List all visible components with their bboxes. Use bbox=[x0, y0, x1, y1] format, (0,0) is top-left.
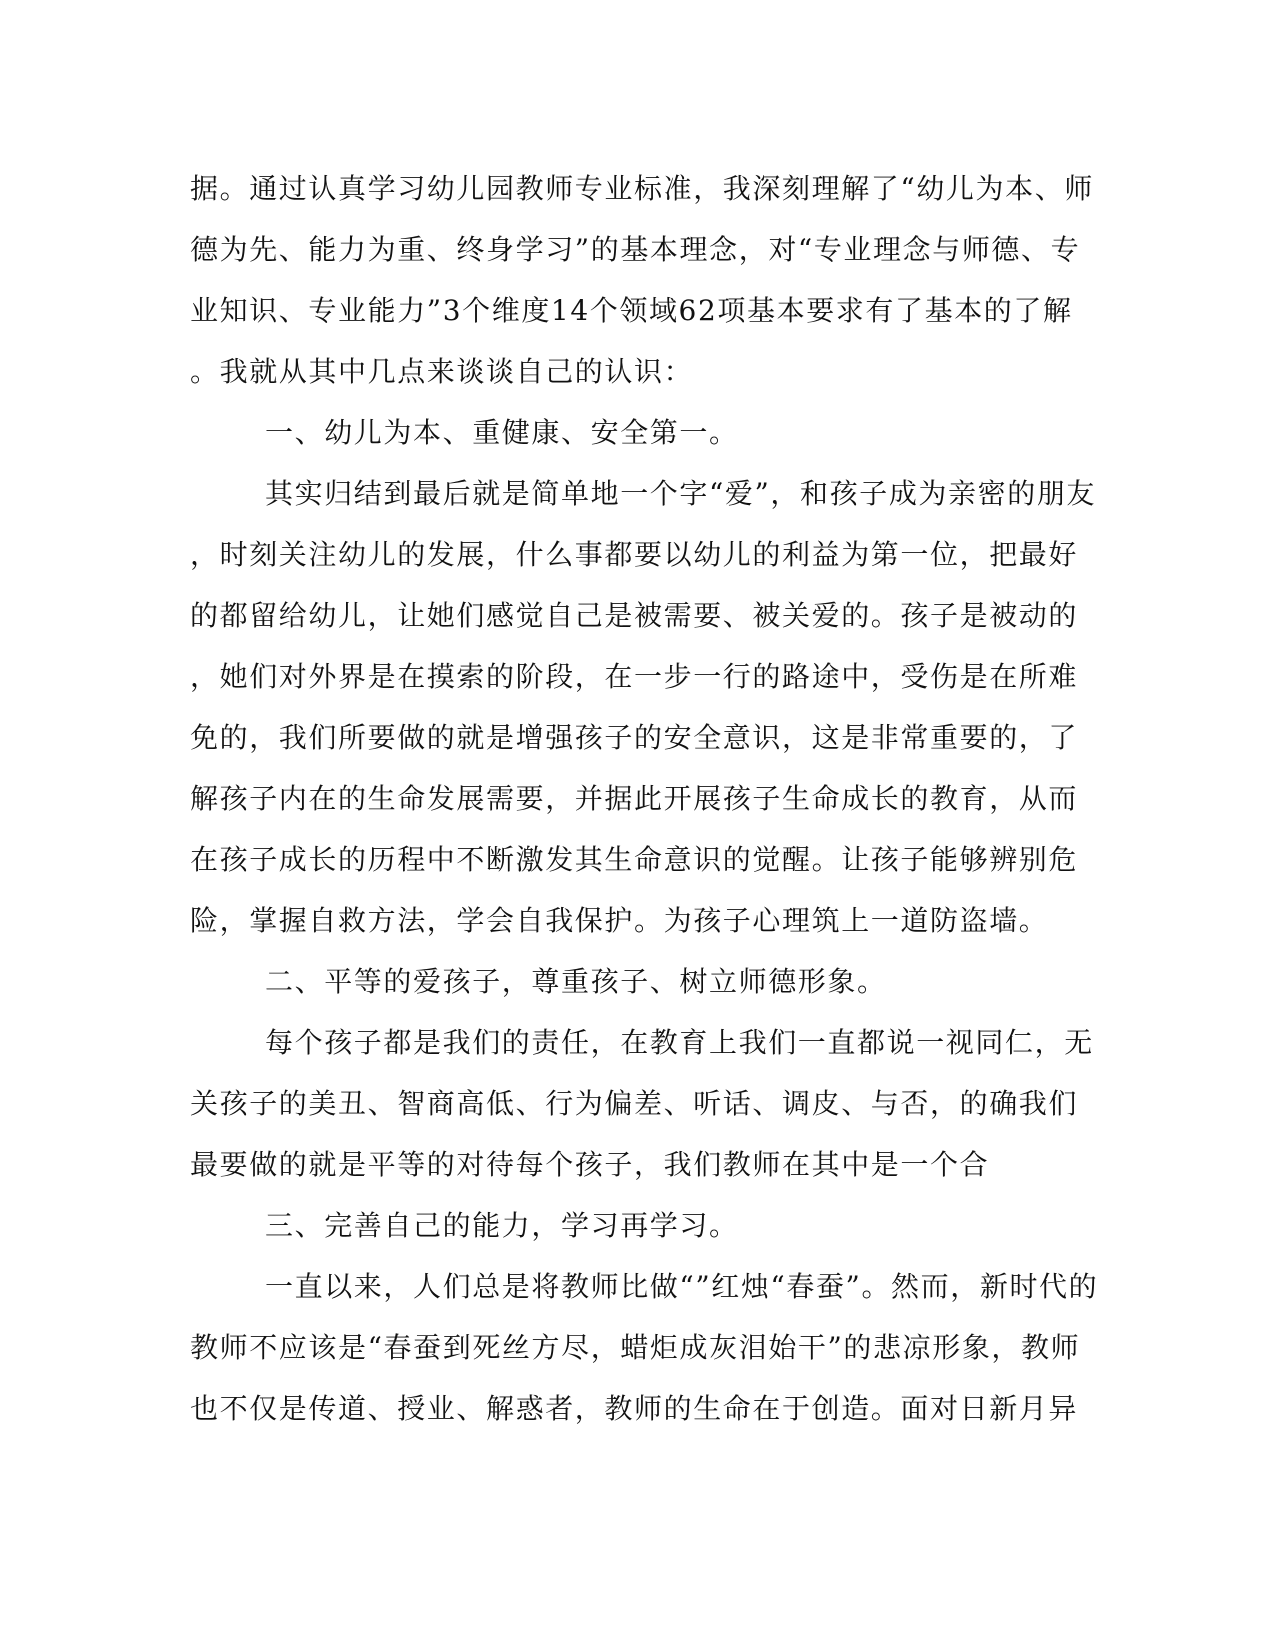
text-line: 。我就从其中几点来谈谈自己的认识： bbox=[190, 355, 694, 388]
text-line: 据。通过认真学习幼儿园教师专业标准，我深刻理解了“幼儿为本、师 bbox=[190, 172, 1094, 205]
text-line: 在孩子成长的历程中不断激发其生命意识的觉醒。让孩子能够辨别危 bbox=[190, 843, 1079, 876]
body-text bbox=[190, 158, 1099, 1439]
text-line: 德为先、能力为重、终身学习”的基本理念，对“专业理念与师德、专 bbox=[190, 233, 1081, 266]
text-line: 的都留给幼儿，让她们感觉自己是被需要、被关爱的。孩子是被动的 bbox=[190, 599, 1079, 632]
text-line: ，时刻关注幼儿的发展，什么事都要以幼儿的利益为第一位，把最好 bbox=[190, 538, 1079, 571]
text-line: 教师不应该是“春蚕到死丝方尽，蜡炬成灰泪始干”的悲凉形象，教师 bbox=[190, 1331, 1081, 1364]
text-line: 每个孩子都是我们的责任，在教育上我们一直都说一视同仁，无 bbox=[265, 1026, 1094, 1059]
section-heading-1: 一、幼儿为本、重健康、安全第一。 bbox=[265, 416, 739, 449]
text-line: 关孩子的美丑、智商高低、行为偏差、听话、调皮、与否，的确我们 bbox=[190, 1087, 1079, 1120]
section-heading-2: 二、平等的爱孩子，尊重孩子、树立师德形象。 bbox=[265, 965, 887, 998]
text-line: 业知识、专业能力”3个维度14个领域62项基本要求有了基本的了解 bbox=[190, 294, 1073, 327]
text-line: 一直以来，人们总是将教师比做“”红烛“春蚕”。然而，新时代的 bbox=[265, 1270, 1099, 1303]
section-heading-3: 三、完善自己的能力，学习再学习。 bbox=[265, 1209, 739, 1242]
text-line: 险，掌握自救方法，学会自我保护。为孩子心理筑上一道防盗墙。 bbox=[190, 904, 1049, 937]
text-line: 最要做的就是平等的对待每个孩子，我们教师在其中是一个合 bbox=[190, 1148, 990, 1181]
text-line: 解孩子内在的生命发展需要，并据此开展孩子生命成长的教育，从而 bbox=[190, 782, 1079, 815]
text-line: ，她们对外界是在摸索的阶段，在一步一行的路途中，受伤是在所难 bbox=[190, 660, 1079, 693]
text-line: 其实归结到最后就是简单地一个字“爱”，和孩子成为亲密的朋友 bbox=[265, 477, 1097, 510]
text-line: 免的，我们所要做的就是增强孩子的安全意识，这是非常重要的，了 bbox=[190, 721, 1079, 754]
text-line: 也不仅是传道、授业、解惑者，教师的生命在于创造。面对日新月异 bbox=[190, 1392, 1079, 1425]
